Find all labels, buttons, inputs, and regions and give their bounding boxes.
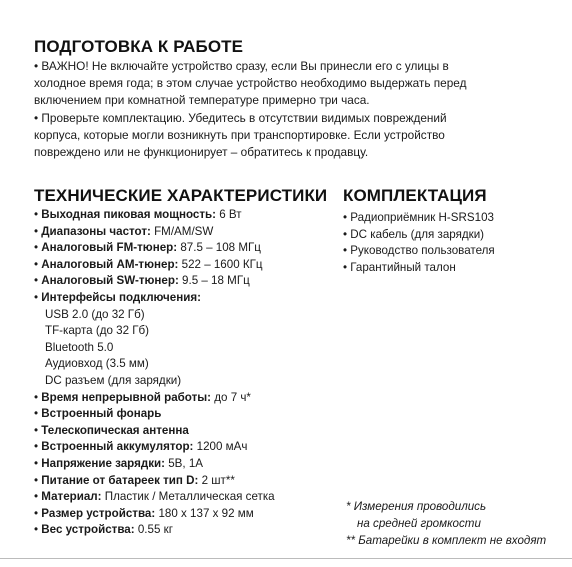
spec-label: Встроенный фонарь <box>41 407 162 421</box>
spec-label: Размер устройства: <box>41 506 156 520</box>
kit-list <box>343 210 495 276</box>
prep-text <box>34 58 466 161</box>
bullet-icon: • <box>34 290 42 304</box>
kit-item <box>343 227 495 244</box>
bullet-icon: • <box>34 456 42 470</box>
spec-value: 2 шт** <box>198 473 235 487</box>
spec-item <box>34 390 275 407</box>
kit-item-text: DC кабель (для зарядки) <box>350 227 485 241</box>
bullet-icon: • <box>34 241 42 255</box>
spec-item <box>34 273 275 290</box>
spec-label: Телескопическая антенна <box>41 423 189 437</box>
spec-sub-item <box>34 307 275 324</box>
page-bottom-divider <box>0 558 572 559</box>
prep-line: повреждено или не функционирует – обратитесь к продавцу. <box>34 145 369 160</box>
kit-item-text: Радиоприёмник H-SRS103 <box>350 211 494 224</box>
spec-item <box>34 489 275 506</box>
footnote: на средней громкости <box>357 517 481 530</box>
spec-label: Аналоговый FM-тюнер: <box>41 241 178 255</box>
spec-label: Напряжение зарядки: <box>41 456 166 470</box>
spec-value: 522 – 1600 КГц <box>178 257 263 271</box>
kit-item <box>343 243 495 260</box>
bullet-icon: • <box>34 274 42 288</box>
spec-value: 0.55 кг <box>134 523 173 537</box>
bullet-icon: • <box>343 227 351 241</box>
spec-item <box>34 506 275 523</box>
spec-label: Выходная пиковая мощность: <box>41 208 217 221</box>
bullet-icon: • <box>34 423 42 437</box>
bullet-icon: • <box>34 506 42 520</box>
spec-label: Аналоговый AM-тюнер: <box>41 257 179 271</box>
prep-line: • ВАЖНО! Не включайте устройство сразу, если Вы принесли его с улицы в <box>34 59 449 73</box>
specs-title: ТЕХНИЧЕСКИЕ ХАРАКТЕРИСТИКИ <box>34 186 328 205</box>
prep-line: • Проверьте комплектацию. Убедитесь в отсутствии видимых повреждений <box>34 110 447 125</box>
prep-line: холодное время года; в этом случае устройство необходимо выдержать перед <box>34 76 467 91</box>
spec-sub-item <box>34 356 275 373</box>
bullet-icon: • <box>34 208 42 221</box>
prep-line: корпуса, которые могли возникнуть при транспортировке. Если устройство <box>34 127 445 142</box>
spec-sub-text: USB 2.0 (до 32 Гб) <box>45 307 145 321</box>
prep-title: ПОДГОТОВКА К РАБОТЕ <box>34 37 244 56</box>
spec-sub-text: Аудиовход (3.5 мм) <box>45 357 149 371</box>
bullet-icon: • <box>343 260 351 274</box>
spec-label: Время непрерывной работы: <box>41 390 212 404</box>
spec-value: 87.5 – 108 МГц <box>177 241 261 255</box>
spec-sub-item <box>34 340 275 357</box>
kit-item <box>343 260 495 277</box>
bullet-icon: • <box>34 257 42 271</box>
bullet-icon: • <box>34 440 42 454</box>
spec-item <box>34 439 275 456</box>
spec-label: Питание от батареек тип D: <box>41 473 199 487</box>
spec-value: 9.5 – 18 МГц <box>178 274 250 288</box>
spec-sub-item <box>34 373 275 390</box>
footnotes <box>346 498 546 549</box>
spec-item <box>34 423 275 440</box>
spec-value: до 7 ч* <box>211 390 251 404</box>
bullet-icon: • <box>34 490 42 504</box>
kit-title: КОМПЛЕКТАЦИЯ <box>343 186 487 205</box>
spec-value: 6 Вт <box>216 208 242 221</box>
spec-item <box>34 522 275 539</box>
bullet-icon: • <box>34 390 42 404</box>
spec-item <box>34 207 275 224</box>
kit-item <box>343 210 495 227</box>
spec-sub-text: TF-карта (до 32 Гб) <box>45 324 150 338</box>
spec-label: Интерфейсы подключения: <box>41 290 201 304</box>
kit-item-text: Руководство пользователя <box>350 244 495 258</box>
spec-label: Диапазоны частот: <box>41 224 151 238</box>
spec-sub-item <box>34 323 275 340</box>
spec-item <box>34 473 275 490</box>
bullet-icon: • <box>34 407 42 421</box>
bullet-icon: • <box>343 211 351 224</box>
spec-value: 180 x 137 x 92 мм <box>155 506 254 520</box>
spec-item <box>34 240 275 257</box>
specs-list <box>34 207 275 539</box>
spec-value: Пластик / Металлическая сетка <box>101 490 275 504</box>
spec-item <box>34 290 275 307</box>
bullet-icon: • <box>343 244 351 258</box>
footnote: ** Батарейки в комплект не входят <box>346 534 547 547</box>
bullet-icon: • <box>34 473 42 487</box>
spec-item <box>34 257 275 274</box>
spec-value: FM/AM/SW <box>150 224 214 238</box>
kit-item-text: Гарантийный талон <box>350 260 456 274</box>
footnote: * Измерения проводились <box>346 500 487 513</box>
spec-value: 1200 мАч <box>193 440 248 454</box>
spec-label: Встроенный аккумулятор: <box>41 440 194 454</box>
spec-sub-text: Bluetooth 5.0 <box>45 340 114 354</box>
spec-label: Аналоговый SW-тюнер: <box>41 274 179 288</box>
spec-item <box>34 224 275 241</box>
spec-label: Материал: <box>41 490 102 504</box>
spec-item <box>34 456 275 473</box>
spec-item <box>34 406 275 423</box>
bullet-icon: • <box>34 224 42 238</box>
prep-line: включением при комнатной температуре примерно три часа. <box>34 93 370 108</box>
spec-value: 5В, 1А <box>165 456 204 470</box>
spec-label: Вес устройства: <box>41 523 135 537</box>
spec-sub-text: DC разъем (для зарядки) <box>45 373 182 387</box>
bullet-icon: • <box>34 523 42 537</box>
